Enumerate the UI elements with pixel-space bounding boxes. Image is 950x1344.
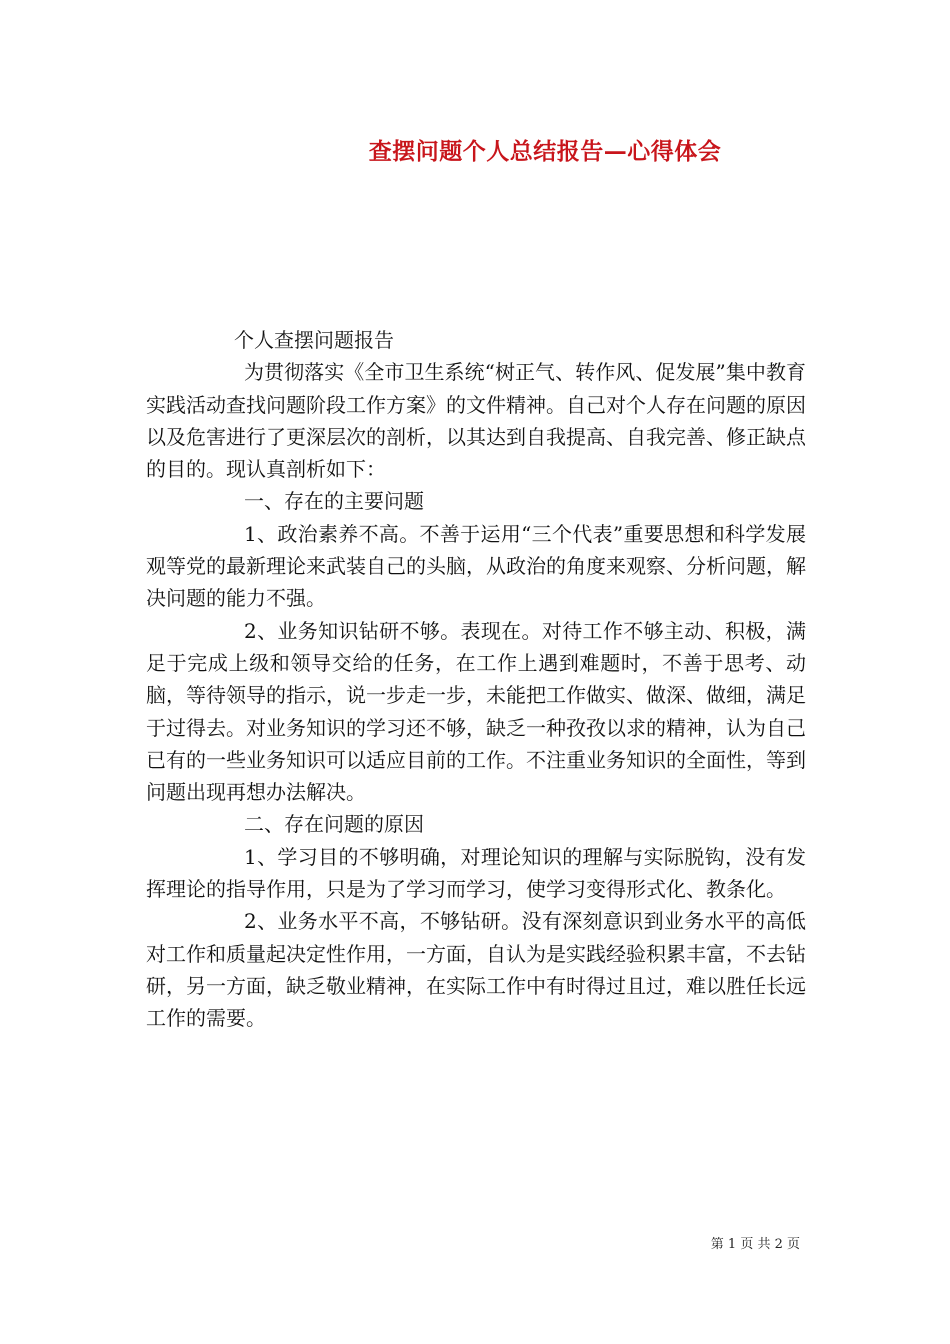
- section-heading-main-problems: 一、存在的主要问题: [244, 489, 424, 514]
- section-heading-causes: 二、存在问题的原因: [244, 812, 424, 837]
- paragraph-cause-1: 1、学习目的不够明确，对理论知识的理解与实际脱钩，没有发挥理论的指导作用，只是为了学习而学习，使学习变得形式化、教条化。: [146, 844, 806, 902]
- document-title: 查摆问题个人总结报告—心得体会: [368, 138, 722, 165]
- paragraph-cause-2: 2、业务水平不高，不够钻研。没有深刻意识到业务水平的高低对工作和质量起决定性作用，一方面，自认为是实践经验积累丰富，不去钻研，另一方面，缺乏敬业精神，在实际工作中有时得过且过，难以胜任长远工作的需要。: [146, 909, 806, 1031]
- document-body: [146, 324, 806, 1035]
- document-subtitle: 个人查摆问题报告: [234, 328, 394, 352]
- paragraph-problem-2: 2、业务知识钻研不够。表现在。对待工作不够主动、积极，满足于完成上级和领导交给的任务，在工作上遇到难题时，不善于思考、动脑，等待领导的指示，说一步走一步，未能把工作做实、做深、做细，满足于过得去。对业务知识的学习还不够，缺乏一种孜孜以求的精神，认为自己已有的一些业务知识可以适应目前的工作。不注重业务知识的全面性，等到问题出现再想办法解决。: [146, 618, 806, 805]
- page-footer: 第 1 页 共 2 页: [710, 1237, 800, 1252]
- paragraph-problem-1: 1、政治素养不高。不善于运用“三个代表”重要思想和科学发展观等党的最新理论来武装自己的头脑，从政治的角度来观察、分析问题，解决问题的能力不强。: [146, 521, 806, 611]
- paragraph-intro: 为贯彻落实《全市卫生系统“树正气、转作风、促发展”集中教育实践活动查找问题阶段工作方案》的文件精神。自己对个人存在问题的原因以及危害进行了更深层次的剖析，以其达到自我提高、自我完善、修正缺点的目的。现认真剖析如下：: [146, 360, 806, 482]
